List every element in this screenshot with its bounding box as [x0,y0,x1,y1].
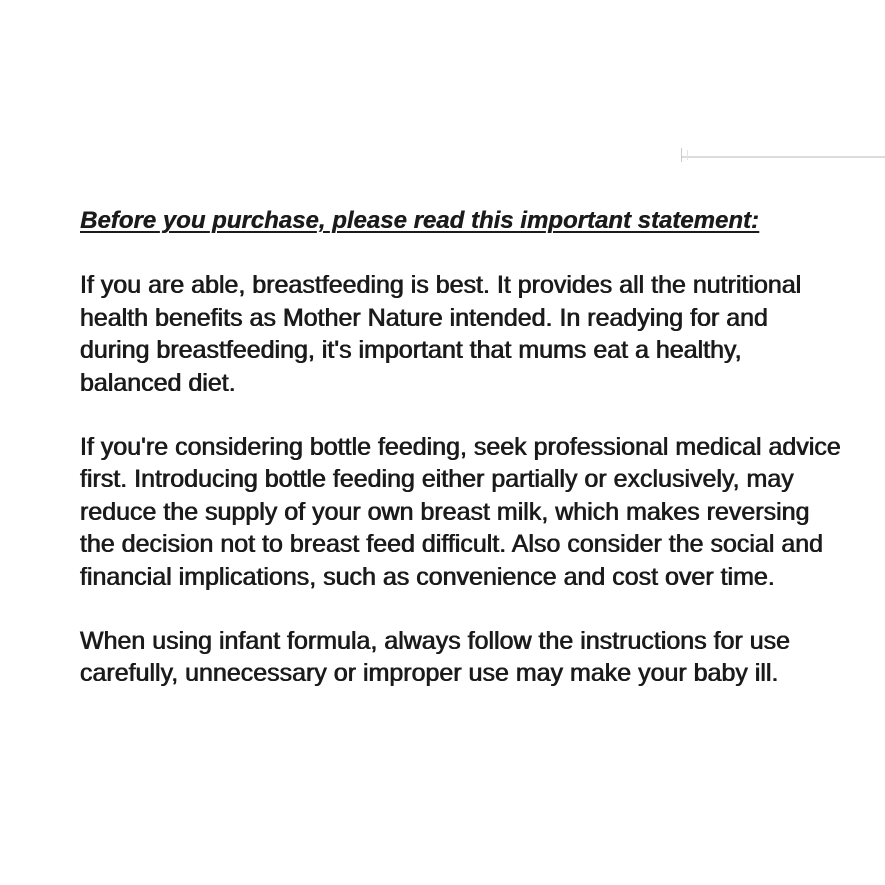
text-line: reduce the supply of your own breast milk, which makes reversing [80,497,810,526]
text-line: first. Introducing bottle feeding either partially or exclusively, may [80,465,794,494]
statement-heading: Before you purchase, please read this important statement: [80,207,759,234]
text-line: When using infant formula, always follow the instructions for use [80,627,791,656]
text-line: financial implications, such as convenience and cost over time. [80,562,775,591]
paragraph-bottle-feeding-advice [80,431,870,593]
paragraph-infant-formula-warning [80,625,870,690]
text-line: the decision not to breast feed difficult. Also consider the social and [80,530,824,559]
text-line: during breastfeeding, it's important that mums eat a healthy, [80,336,742,365]
faint-table-border-line [681,156,885,158]
faint-table-border-tick-secondary [687,150,688,160]
text-line: If you're considering bottle feeding, seek professional medical advice [80,433,841,462]
faint-table-border-tick [681,148,682,162]
text-line: If you are able, breastfeeding is best. It provides all the nutritional [80,271,802,300]
text-line: balanced diet. [80,368,236,397]
paragraph-breastfeeding-best [80,269,870,399]
statement-document [80,205,870,690]
text-line: health benefits as Mother Nature intended. In readying for and [80,303,768,332]
text-line: carefully, unnecessary or improper use may make your baby ill. [80,659,779,688]
